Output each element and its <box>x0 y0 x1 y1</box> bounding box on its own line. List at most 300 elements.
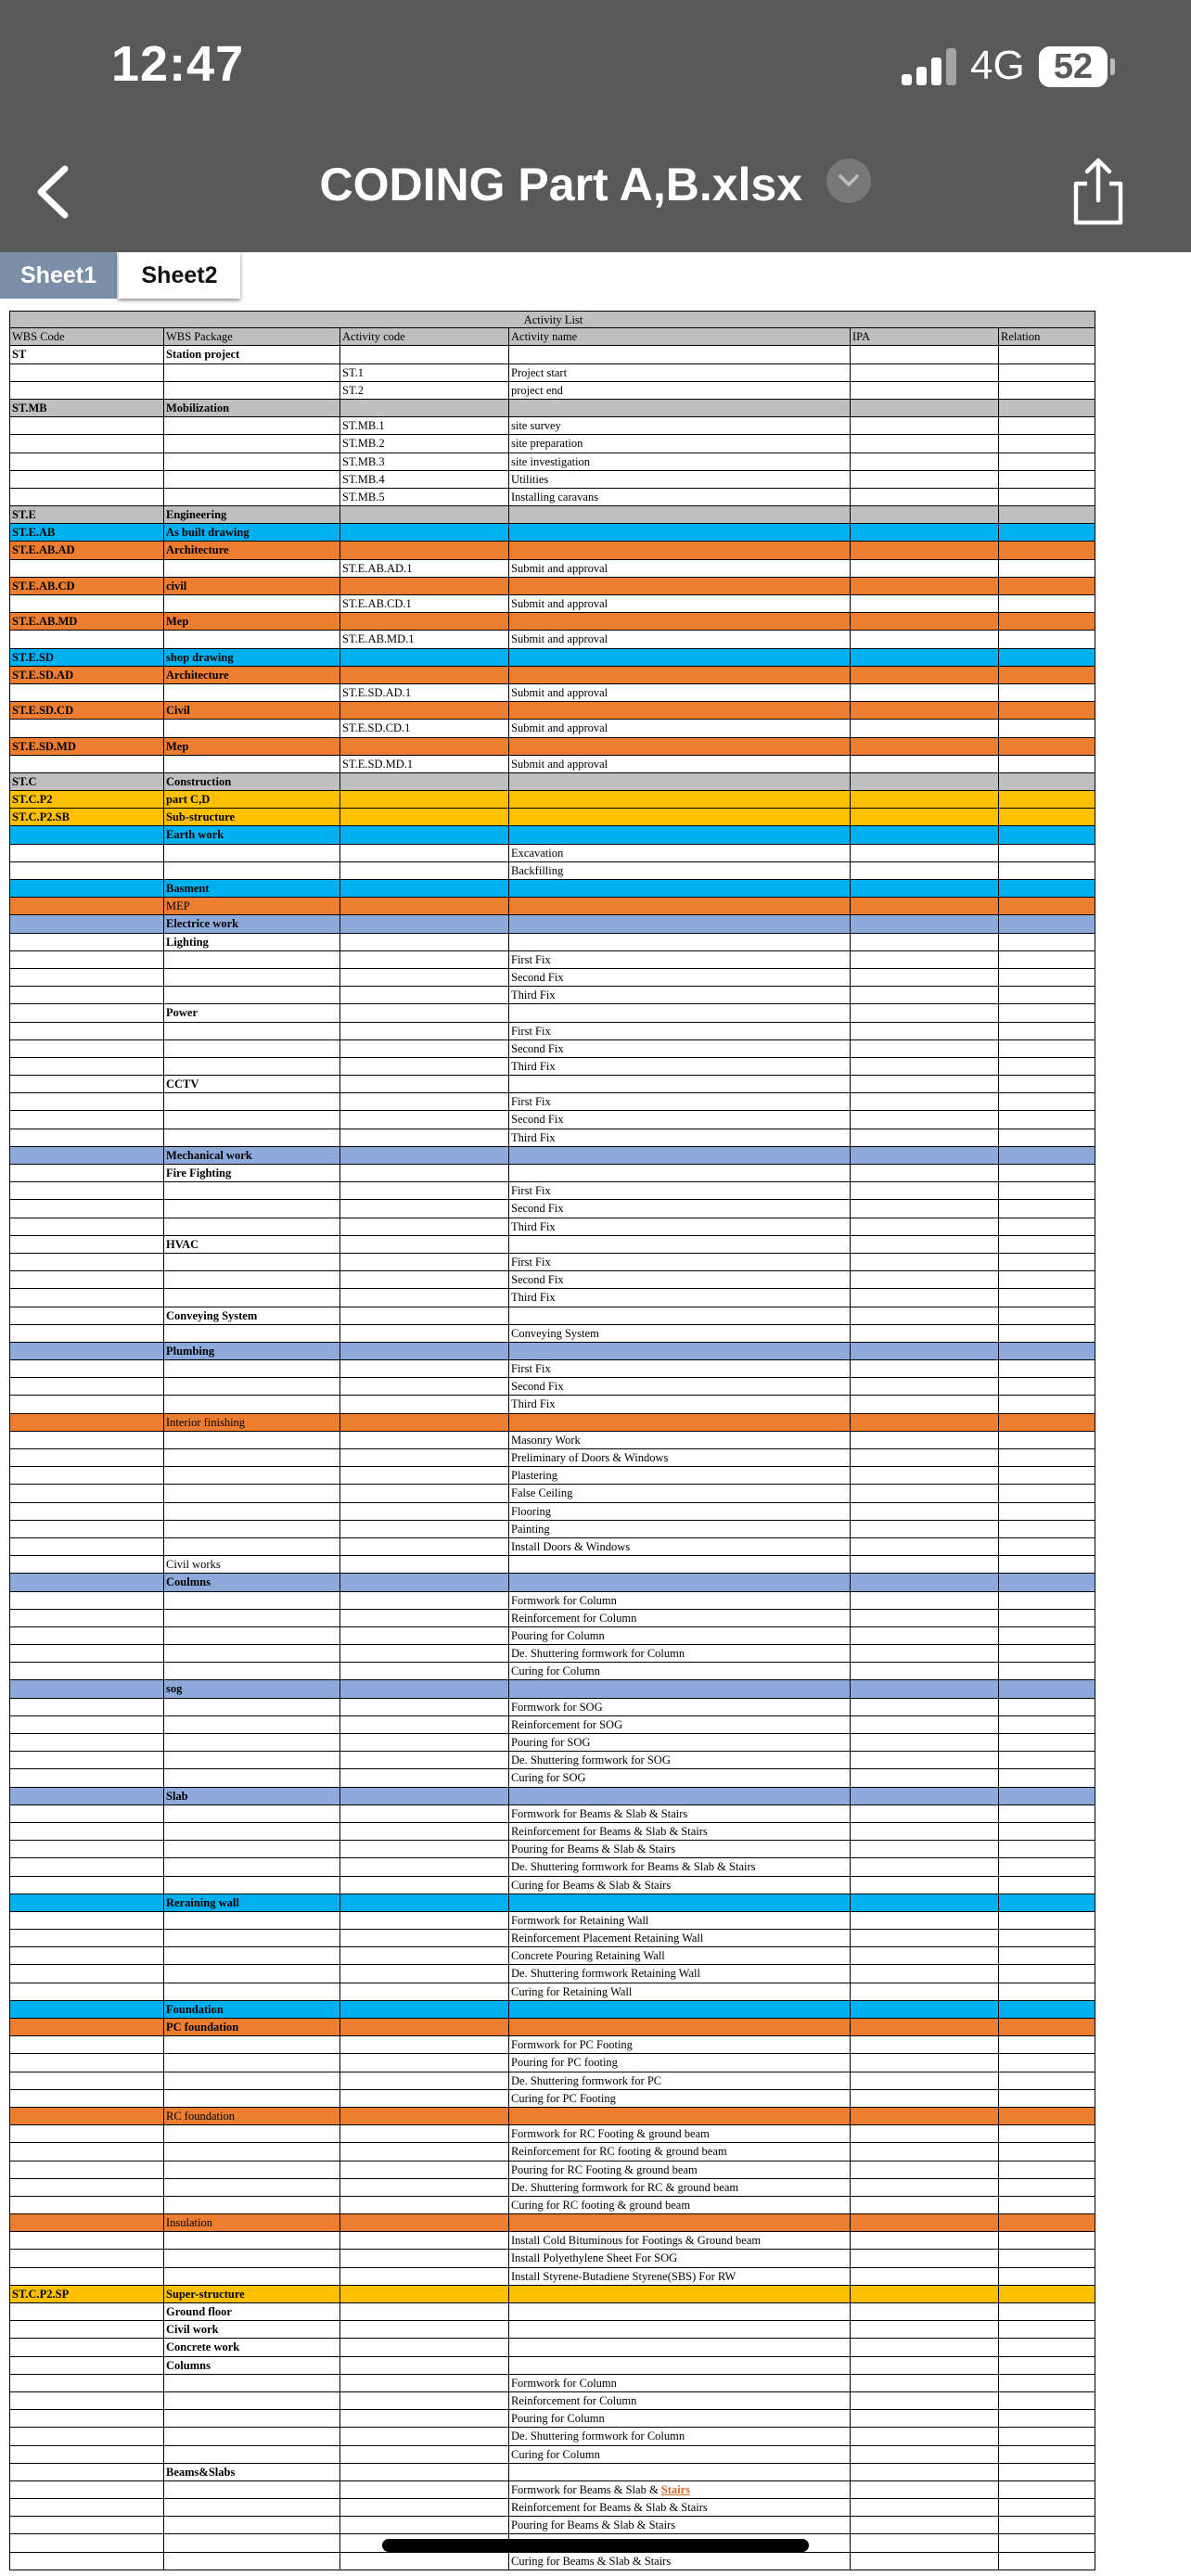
cell-ipa[interactable] <box>851 2303 999 2320</box>
cell-wbs-code[interactable] <box>9 2481 164 2498</box>
cell-activity-code[interactable] <box>340 649 509 666</box>
cell-activity-code[interactable] <box>340 1111 509 1128</box>
cell-wbs-package[interactable] <box>164 1930 340 1946</box>
cell-wbs-package[interactable] <box>164 1538 340 1555</box>
cell-ipa[interactable] <box>851 1734 999 1751</box>
cell-ipa[interactable] <box>851 1111 999 1128</box>
cell-wbs-code[interactable] <box>9 1271 164 1288</box>
cell-activity-name[interactable] <box>509 524 851 541</box>
cell-ipa[interactable] <box>851 2214 999 2231</box>
cell-relation[interactable] <box>999 1058 1095 1075</box>
cell-activity-name[interactable] <box>509 2321 851 2338</box>
cell-activity-code[interactable] <box>340 2108 509 2124</box>
cell-relation[interactable] <box>999 1289 1095 1306</box>
cell-activity-name[interactable] <box>509 2019 851 2035</box>
cell-relation[interactable] <box>999 1307 1095 1324</box>
cell-relation[interactable] <box>999 1734 1095 1751</box>
cell-relation[interactable] <box>999 1378 1095 1395</box>
cell-relation[interactable] <box>999 1788 1095 1804</box>
cell-ipa[interactable] <box>851 1147 999 1164</box>
cell-wbs-code[interactable] <box>9 1930 164 1946</box>
cell-relation[interactable] <box>999 1165 1095 1181</box>
cell-activity-code[interactable] <box>340 756 509 772</box>
cell-activity-name[interactable] <box>509 2375 851 2391</box>
cell-wbs-package[interactable] <box>164 524 340 541</box>
cell-wbs-code[interactable] <box>9 1592 164 1609</box>
cell-relation[interactable] <box>999 1325 1095 1342</box>
cell-relation[interactable] <box>999 595 1095 612</box>
cell-wbs-code[interactable] <box>9 595 164 612</box>
cell-relation[interactable] <box>999 1752 1095 1768</box>
cell-wbs-package[interactable] <box>164 631 340 647</box>
cell-activity-code[interactable] <box>340 2143 509 2160</box>
cell-activity-code[interactable] <box>340 578 509 594</box>
cell-wbs-code[interactable] <box>9 1521 164 1537</box>
cell-activity-code[interactable] <box>340 809 509 825</box>
cell-activity-code[interactable] <box>340 2392 509 2409</box>
cell-wbs-package[interactable] <box>164 880 340 897</box>
cell-wbs-code[interactable] <box>9 809 164 825</box>
cell-wbs-code[interactable] <box>9 2392 164 2409</box>
cell-wbs-code[interactable] <box>9 1965 164 1982</box>
cell-wbs-code[interactable] <box>9 862 164 879</box>
cell-wbs-code[interactable] <box>9 1325 164 1342</box>
cell-wbs-code[interactable] <box>9 2357 164 2374</box>
cell-wbs-code[interactable] <box>9 1129 164 1146</box>
cell-activity-name[interactable] <box>509 1378 851 1395</box>
cell-activity-name[interactable] <box>509 915 851 932</box>
cell-activity-code[interactable] <box>340 1858 509 1875</box>
cell-activity-name[interactable] <box>509 1894 851 1911</box>
cell-relation[interactable] <box>999 400 1095 416</box>
cell-wbs-code[interactable] <box>9 2143 164 2160</box>
cell-ipa[interactable] <box>851 2339 999 2355</box>
cell-ipa[interactable] <box>851 1627 999 1644</box>
cell-activity-name[interactable] <box>509 756 851 772</box>
cell-activity-code[interactable] <box>340 2090 509 2107</box>
cell-wbs-code[interactable] <box>9 2179 164 2196</box>
share-button[interactable] <box>1069 156 1128 226</box>
cell-activity-code[interactable] <box>340 2553 509 2570</box>
cell-wbs-package[interactable] <box>164 1592 340 1609</box>
cell-relation[interactable] <box>999 2321 1095 2338</box>
cell-wbs-package[interactable] <box>164 2054 340 2071</box>
cell-activity-code[interactable] <box>340 1627 509 1644</box>
cell-wbs-code[interactable] <box>9 2446 164 2463</box>
cell-activity-code[interactable] <box>340 880 509 897</box>
cell-activity-code[interactable] <box>340 364 509 381</box>
cell-wbs-code[interactable] <box>9 1004 164 1021</box>
cell-activity-code[interactable] <box>340 934 509 950</box>
cell-wbs-package[interactable] <box>164 1983 340 2000</box>
cell-relation[interactable] <box>999 1556 1095 1573</box>
cell-relation[interactable] <box>999 346 1095 363</box>
cell-wbs-code[interactable] <box>9 1894 164 1911</box>
cell-wbs-code[interactable] <box>9 915 164 932</box>
cell-wbs-package[interactable] <box>164 2392 340 2409</box>
cell-wbs-package[interactable] <box>164 1805 340 1822</box>
cell-activity-code[interactable] <box>340 2214 509 2231</box>
cell-activity-name[interactable] <box>509 1947 851 1964</box>
cell-ipa[interactable] <box>851 1093 999 1110</box>
cell-wbs-code[interactable] <box>9 2517 164 2533</box>
cell-activity-name[interactable] <box>509 1200 851 1217</box>
cell-activity-name[interactable] <box>509 364 851 381</box>
cell-wbs-code[interactable] <box>9 1378 164 1395</box>
cell-wbs-code[interactable] <box>9 1093 164 1110</box>
cell-wbs-code[interactable] <box>9 1218 164 1235</box>
cell-activity-code[interactable] <box>340 489 509 505</box>
cell-relation[interactable] <box>999 453 1095 470</box>
cell-ipa[interactable] <box>851 1023 999 1039</box>
cell-activity-name[interactable] <box>509 1254 851 1270</box>
cell-activity-name[interactable] <box>509 1236 851 1253</box>
cell-ipa[interactable] <box>851 1378 999 1395</box>
cell-ipa[interactable] <box>851 2143 999 2160</box>
cell-relation[interactable] <box>999 382 1095 399</box>
cell-activity-name[interactable] <box>509 649 851 666</box>
cell-wbs-package[interactable] <box>164 915 340 932</box>
cell-wbs-package[interactable] <box>164 613 340 630</box>
cell-activity-code[interactable] <box>340 2428 509 2444</box>
cell-ipa[interactable] <box>851 1307 999 1324</box>
cell-activity-code[interactable] <box>340 2179 509 2196</box>
cell-ipa[interactable] <box>851 2001 999 2018</box>
cell-wbs-code[interactable] <box>9 1200 164 1217</box>
cell-activity-name[interactable] <box>509 1111 851 1128</box>
cell-ipa[interactable] <box>851 1858 999 1875</box>
cell-wbs-code[interactable] <box>9 1467 164 1484</box>
cell-ipa[interactable] <box>851 2375 999 2391</box>
cell-relation[interactable] <box>999 2446 1095 2463</box>
cell-activity-code[interactable] <box>340 2446 509 2463</box>
cell-ipa[interactable] <box>851 1538 999 1555</box>
cell-relation[interactable] <box>999 2019 1095 2035</box>
cell-wbs-package[interactable] <box>164 2108 340 2124</box>
cell-ipa[interactable] <box>851 791 999 808</box>
cell-relation[interactable] <box>999 1592 1095 1609</box>
cell-activity-name[interactable] <box>509 2392 851 2409</box>
cell-relation[interactable] <box>999 969 1095 986</box>
cell-relation[interactable] <box>999 1574 1095 1590</box>
cell-activity-code[interactable] <box>340 560 509 577</box>
cell-activity-name[interactable] <box>509 2303 851 2320</box>
cell-relation[interactable] <box>999 1271 1095 1288</box>
cell-wbs-package[interactable] <box>164 951 340 968</box>
cell-wbs-package[interactable] <box>164 560 340 577</box>
cell-activity-code[interactable] <box>340 346 509 363</box>
cell-wbs-package[interactable] <box>164 2303 340 2320</box>
cell-relation[interactable] <box>999 1716 1095 1733</box>
cell-activity-code[interactable] <box>340 1894 509 1911</box>
cell-ipa[interactable] <box>851 542 999 558</box>
cell-wbs-code[interactable] <box>9 578 164 594</box>
cell-ipa[interactable] <box>851 1894 999 1911</box>
cell-activity-code[interactable] <box>340 595 509 612</box>
cell-wbs-package[interactable] <box>164 1752 340 1768</box>
cell-relation[interactable] <box>999 2090 1095 2107</box>
cell-ipa[interactable] <box>851 1841 999 1857</box>
cell-wbs-package[interactable] <box>164 1467 340 1484</box>
cell-ipa[interactable] <box>851 1556 999 1573</box>
header-wbs-code[interactable]: WBS Code <box>9 328 164 345</box>
cell-relation[interactable] <box>999 1200 1095 1217</box>
cell-activity-name[interactable] <box>509 969 851 986</box>
cell-activity-name[interactable] <box>509 898 851 914</box>
cell-ipa[interactable] <box>851 613 999 630</box>
cell-ipa[interactable] <box>851 2019 999 2035</box>
cell-ipa[interactable] <box>851 1432 999 1448</box>
cell-ipa[interactable] <box>851 2286 999 2302</box>
cell-activity-name[interactable] <box>509 2481 851 2498</box>
cell-activity-name[interactable] <box>509 2446 851 2463</box>
cell-relation[interactable] <box>999 471 1095 488</box>
cell-relation[interactable] <box>999 1449 1095 1466</box>
cell-activity-code[interactable] <box>340 1877 509 1894</box>
cell-wbs-package[interactable] <box>164 969 340 986</box>
cell-wbs-code[interactable] <box>9 2428 164 2444</box>
cell-wbs-package[interactable] <box>164 1432 340 1448</box>
cell-activity-name[interactable] <box>509 2036 851 2053</box>
cell-wbs-code[interactable] <box>9 435 164 452</box>
cell-activity-name[interactable] <box>509 1556 851 1573</box>
cell-wbs-package[interactable] <box>164 435 340 452</box>
cell-wbs-package[interactable] <box>164 1627 340 1644</box>
cell-wbs-package[interactable] <box>164 1023 340 1039</box>
cell-activity-name[interactable] <box>509 578 851 594</box>
cell-activity-name[interactable] <box>509 702 851 719</box>
cell-ipa[interactable] <box>851 1503 999 1520</box>
cell-wbs-code[interactable] <box>9 453 164 470</box>
cell-ipa[interactable] <box>851 417 999 434</box>
cell-activity-code[interactable] <box>340 2125 509 2142</box>
cell-wbs-package[interactable] <box>164 1147 340 1164</box>
cell-relation[interactable] <box>999 1841 1095 1857</box>
cell-activity-name[interactable] <box>509 1307 851 1324</box>
cell-activity-code[interactable] <box>340 1289 509 1306</box>
cell-ipa[interactable] <box>851 880 999 897</box>
cell-relation[interactable] <box>999 1983 1095 2000</box>
cell-ipa[interactable] <box>851 2464 999 2480</box>
cell-wbs-package[interactable] <box>164 489 340 505</box>
cell-relation[interactable] <box>999 1485 1095 1501</box>
cell-activity-name[interactable] <box>509 1004 851 1021</box>
cell-activity-code[interactable] <box>340 2197 509 2213</box>
cell-relation[interactable] <box>999 667 1095 683</box>
cell-activity-code[interactable] <box>340 2232 509 2249</box>
cell-activity-code[interactable] <box>340 2286 509 2302</box>
cell-activity-code[interactable] <box>340 1432 509 1448</box>
cell-relation[interactable] <box>999 2036 1095 2053</box>
cell-wbs-code[interactable] <box>9 791 164 808</box>
cell-activity-code[interactable] <box>340 2268 509 2285</box>
cell-activity-name[interactable] <box>509 862 851 879</box>
cell-activity-name[interactable] <box>509 1680 851 1697</box>
cell-activity-name[interactable] <box>509 1752 851 1768</box>
cell-ipa[interactable] <box>851 951 999 968</box>
cell-relation[interactable] <box>999 2517 1095 2533</box>
cell-ipa[interactable] <box>851 2428 999 2444</box>
cell-relation[interactable] <box>999 435 1095 452</box>
cell-activity-name[interactable] <box>509 2553 851 2570</box>
cell-wbs-package[interactable] <box>164 1734 340 1751</box>
cell-activity-code[interactable] <box>340 826 509 843</box>
cell-activity-code[interactable] <box>340 738 509 755</box>
cell-wbs-package[interactable] <box>164 2464 340 2480</box>
cell-activity-code[interactable] <box>340 631 509 647</box>
cell-activity-name[interactable] <box>509 1165 851 1181</box>
cell-wbs-code[interactable] <box>9 2019 164 2035</box>
cell-wbs-package[interactable] <box>164 738 340 755</box>
cell-activity-name[interactable] <box>509 1912 851 1929</box>
cell-activity-name[interactable] <box>509 2499 851 2516</box>
cell-activity-name[interactable] <box>509 1449 851 1466</box>
cell-wbs-package[interactable] <box>164 1610 340 1626</box>
cell-relation[interactable] <box>999 1129 1095 1146</box>
cell-ipa[interactable] <box>851 1788 999 1804</box>
cell-wbs-package[interactable] <box>164 1574 340 1590</box>
cell-activity-code[interactable] <box>340 2481 509 2498</box>
cell-wbs-code[interactable] <box>9 613 164 630</box>
cell-ipa[interactable] <box>851 2036 999 2053</box>
cell-wbs-code[interactable] <box>9 1716 164 1733</box>
cell-activity-code[interactable] <box>340 791 509 808</box>
cell-wbs-code[interactable] <box>9 2286 164 2302</box>
cell-wbs-code[interactable] <box>9 506 164 523</box>
cell-activity-name[interactable] <box>509 1663 851 1679</box>
cell-activity-name[interactable] <box>509 1076 851 1092</box>
cell-ipa[interactable] <box>851 720 999 736</box>
cell-wbs-package[interactable] <box>164 1343 340 1359</box>
cell-wbs-package[interactable] <box>164 2375 340 2391</box>
cell-activity-name[interactable] <box>509 1965 851 1982</box>
cell-wbs-package[interactable] <box>164 2321 340 2338</box>
cell-relation[interactable] <box>999 1521 1095 1537</box>
cell-activity-name[interactable] <box>509 1823 851 1840</box>
cell-activity-name[interactable] <box>509 2250 851 2266</box>
cell-wbs-package[interactable] <box>164 826 340 843</box>
cell-wbs-code[interactable] <box>9 1734 164 1751</box>
cell-ipa[interactable] <box>851 2232 999 2249</box>
cell-wbs-package[interactable] <box>164 1965 340 1982</box>
tab-sheet2[interactable]: Sheet2 <box>118 252 240 299</box>
cell-ipa[interactable] <box>851 1769 999 1786</box>
cell-ipa[interactable] <box>851 667 999 683</box>
cell-relation[interactable] <box>999 2286 1095 2302</box>
cell-activity-name[interactable] <box>509 1040 851 1057</box>
cell-relation[interactable] <box>999 2054 1095 2071</box>
cell-activity-name[interactable] <box>509 809 851 825</box>
cell-activity-code[interactable] <box>340 471 509 488</box>
cell-activity-name[interactable] <box>509 1716 851 1733</box>
cell-activity-code[interactable] <box>340 1147 509 1164</box>
cell-activity-code[interactable] <box>340 1716 509 1733</box>
cell-wbs-code[interactable] <box>9 560 164 577</box>
cell-wbs-package[interactable] <box>164 542 340 558</box>
cell-ipa[interactable] <box>851 2534 999 2551</box>
cell-activity-code[interactable] <box>340 1129 509 1146</box>
cell-ipa[interactable] <box>851 1912 999 1929</box>
cell-wbs-package[interactable] <box>164 1716 340 1733</box>
cell-relation[interactable] <box>999 649 1095 666</box>
cell-wbs-package[interactable] <box>164 720 340 736</box>
cell-wbs-code[interactable] <box>9 934 164 950</box>
cell-activity-name[interactable] <box>509 1058 851 1075</box>
cell-activity-name[interactable] <box>509 1432 851 1448</box>
cell-activity-code[interactable] <box>340 2339 509 2355</box>
cell-relation[interactable] <box>999 2143 1095 2160</box>
cell-relation[interactable] <box>999 880 1095 897</box>
cell-activity-code[interactable] <box>340 1699 509 1715</box>
cell-activity-name[interactable] <box>509 684 851 701</box>
cell-activity-code[interactable] <box>340 1236 509 1253</box>
cell-activity-name[interactable] <box>509 400 851 416</box>
cell-wbs-package[interactable] <box>164 1485 340 1501</box>
cell-wbs-code[interactable] <box>9 2162 164 2178</box>
cell-wbs-code[interactable] <box>9 880 164 897</box>
cell-activity-code[interactable] <box>340 2019 509 2035</box>
cell-activity-name[interactable] <box>509 2232 851 2249</box>
cell-relation[interactable] <box>999 2534 1095 2551</box>
cell-activity-name[interactable] <box>509 845 851 861</box>
cell-wbs-package[interactable] <box>164 2517 340 2533</box>
cell-ipa[interactable] <box>851 1485 999 1501</box>
cell-wbs-code[interactable] <box>9 2072 164 2089</box>
cell-activity-code[interactable] <box>340 1023 509 1039</box>
cell-wbs-code[interactable] <box>9 346 164 363</box>
cell-wbs-package[interactable] <box>164 2072 340 2089</box>
cell-activity-code[interactable] <box>340 845 509 861</box>
cell-wbs-package[interactable] <box>164 2179 340 2196</box>
cell-activity-name[interactable] <box>509 1503 851 1520</box>
cell-activity-code[interactable] <box>340 987 509 1003</box>
cell-wbs-package[interactable] <box>164 1076 340 1092</box>
cell-wbs-code[interactable] <box>9 826 164 843</box>
cell-wbs-package[interactable] <box>164 684 340 701</box>
cell-relation[interactable] <box>999 2553 1095 2570</box>
cell-wbs-code[interactable] <box>9 2499 164 2516</box>
cell-relation[interactable] <box>999 2268 1095 2285</box>
cell-wbs-code[interactable] <box>9 2321 164 2338</box>
cell-ipa[interactable] <box>851 435 999 452</box>
cell-activity-code[interactable] <box>340 1769 509 1786</box>
cell-ipa[interactable] <box>851 915 999 932</box>
cell-wbs-package[interactable] <box>164 1663 340 1679</box>
cell-relation[interactable] <box>999 1912 1095 1929</box>
cell-relation[interactable] <box>999 1218 1095 1235</box>
cell-activity-code[interactable] <box>340 702 509 719</box>
cell-wbs-package[interactable] <box>164 400 340 416</box>
header-relation[interactable]: Relation <box>999 328 1095 345</box>
cell-wbs-code[interactable] <box>9 2214 164 2231</box>
cell-wbs-package[interactable] <box>164 649 340 666</box>
cell-wbs-code[interactable] <box>9 2250 164 2266</box>
cell-ipa[interactable] <box>851 1645 999 1662</box>
cell-wbs-code[interactable] <box>9 1289 164 1306</box>
cell-ipa[interactable] <box>851 1076 999 1092</box>
cell-activity-code[interactable] <box>340 1307 509 1324</box>
cell-relation[interactable] <box>999 1467 1095 1484</box>
cell-ipa[interactable] <box>851 1200 999 1217</box>
cell-ipa[interactable] <box>851 1983 999 2000</box>
cell-activity-name[interactable] <box>509 2268 851 2285</box>
cell-activity-name[interactable] <box>509 1699 851 1715</box>
cell-wbs-code[interactable] <box>9 400 164 416</box>
cell-relation[interactable] <box>999 1858 1095 1875</box>
cell-relation[interactable] <box>999 1538 1095 1555</box>
cell-wbs-package[interactable] <box>164 1414 340 1431</box>
cell-relation[interactable] <box>999 1360 1095 1377</box>
